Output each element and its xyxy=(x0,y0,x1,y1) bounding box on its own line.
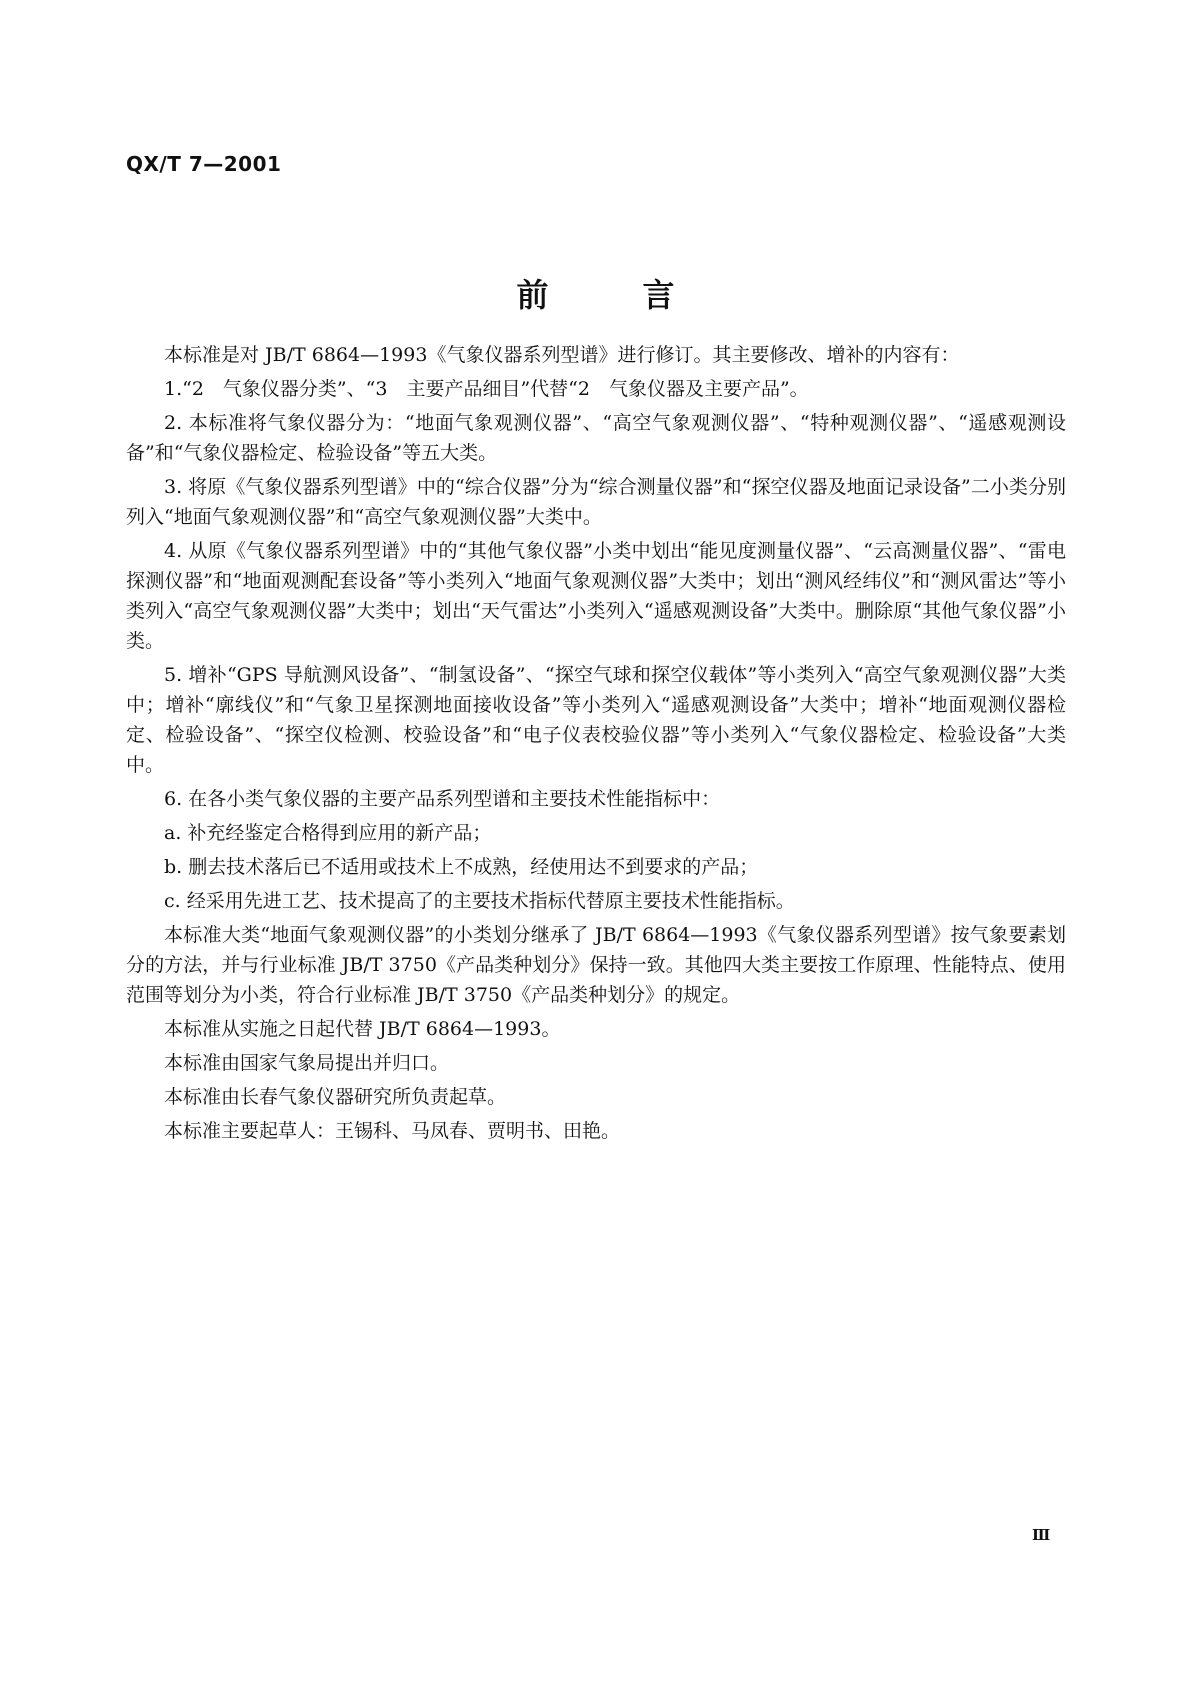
paragraph-classification: 本标准大类“地面气象观测仪器”的小类划分继承了 JB/T 6864—1993《气象仪器系列型谱》按气象要素划分的方法，并与行业标准 JB/T 3750《产品类种划分》保持一致。其他四大类主要按工作原理、性能特点、使用范围等划分为小类，符合行业标准 JB/T 3750《产品类种划分》的规定。 xyxy=(126,924,1066,1006)
paragraph-item-5: 5. 增补“GPS 导航测风设备”、“制氢设备”、“探空气球和探空仪载体”等小类列入“高空气象观测仪器”大类中；增补“廓线仪”和“气象卫星探测地面接收设备”等小类列入“遥感观测设备”大类中；增补“地面观测仪器检定、检验设备”、“探空仪检测、校验设备”和“电子仪表校验仪器”等小类列入“气象仪器检定、检验设备”大类中。 xyxy=(126,664,1066,776)
paragraph-drafted-by: 本标准由长春气象仪器研究所负责起草。 xyxy=(164,1086,507,1108)
paragraph-item-1: 1.“2 气象仪器分类”、“3 主要产品细目”代替“2 气象仪器及主要产品”。 xyxy=(164,378,809,400)
paragraph-item-3: 3. 将原《气象仪器系列型谱》中的“综合仪器”分为“综合测量仪器”和“探空仪器及地面记录设备”二小类分别列入“地面气象观测仪器”和“高空气象观测仪器”大类中。 xyxy=(126,476,1066,528)
title-char-1: 前 xyxy=(516,276,549,314)
foreword-body xyxy=(126,340,1066,1150)
paragraph-item-6a: a. 补充经鉴定合格得到应用的新产品； xyxy=(164,822,492,844)
paragraph-item-2: 2. 本标准将气象仪器分为：“地面气象观测仪器”、“高空气象观测仪器”、“特种观测仪器”、“遥感观测设备”和“气象仪器检定、检验设备”等五大类。 xyxy=(126,412,1066,464)
title-char-2: 言 xyxy=(642,276,675,314)
page-number: Ⅲ xyxy=(1032,1526,1051,1544)
paragraph-item-4: 4. 从原《气象仪器系列型谱》中的“其他气象仪器”小类中划出“能见度测量仪器”、“云高测量仪器”、“雷电探测仪器”和“地面观测配套设备”等小类列入“地面气象观测仪器”大类中；划出“测风经纬仪”和“测风雷达”等小类列入“高空气象观测仪器”大类中；划出“天气雷达”小类列入“遥感观测设备”大类中。删除原“其他气象仪器”小类。 xyxy=(126,540,1066,652)
standard-code: QX/T 7—2001 xyxy=(126,152,282,176)
paragraph-item-6b: b. 删去技术落后已不适用或技术上不成熟，经使用达不到要求的产品； xyxy=(164,856,759,878)
page-title xyxy=(0,270,1191,316)
paragraph-item-6c: c. 经采用先进工艺、技术提高了的主要技术指标代替原主要技术性能指标。 xyxy=(164,890,795,912)
paragraph-proposed-by: 本标准由国家气象局提出并归口。 xyxy=(164,1052,450,1074)
paragraph-replaces: 本标准从实施之日起代替 JB/T 6864—1993。 xyxy=(164,1018,561,1040)
paragraph-item-6: 6. 在各小类气象仪器的主要产品系列型谱和主要技术性能指标中： xyxy=(164,788,721,810)
paragraph-drafters: 本标准主要起草人：王锡科、马凤春、贾明书、田艳。 xyxy=(164,1120,621,1142)
paragraph-intro: 本标准是对 JB/T 6864—1993《气象仪器系列型谱》进行修订。其主要修改、增补的内容有： xyxy=(164,344,960,366)
